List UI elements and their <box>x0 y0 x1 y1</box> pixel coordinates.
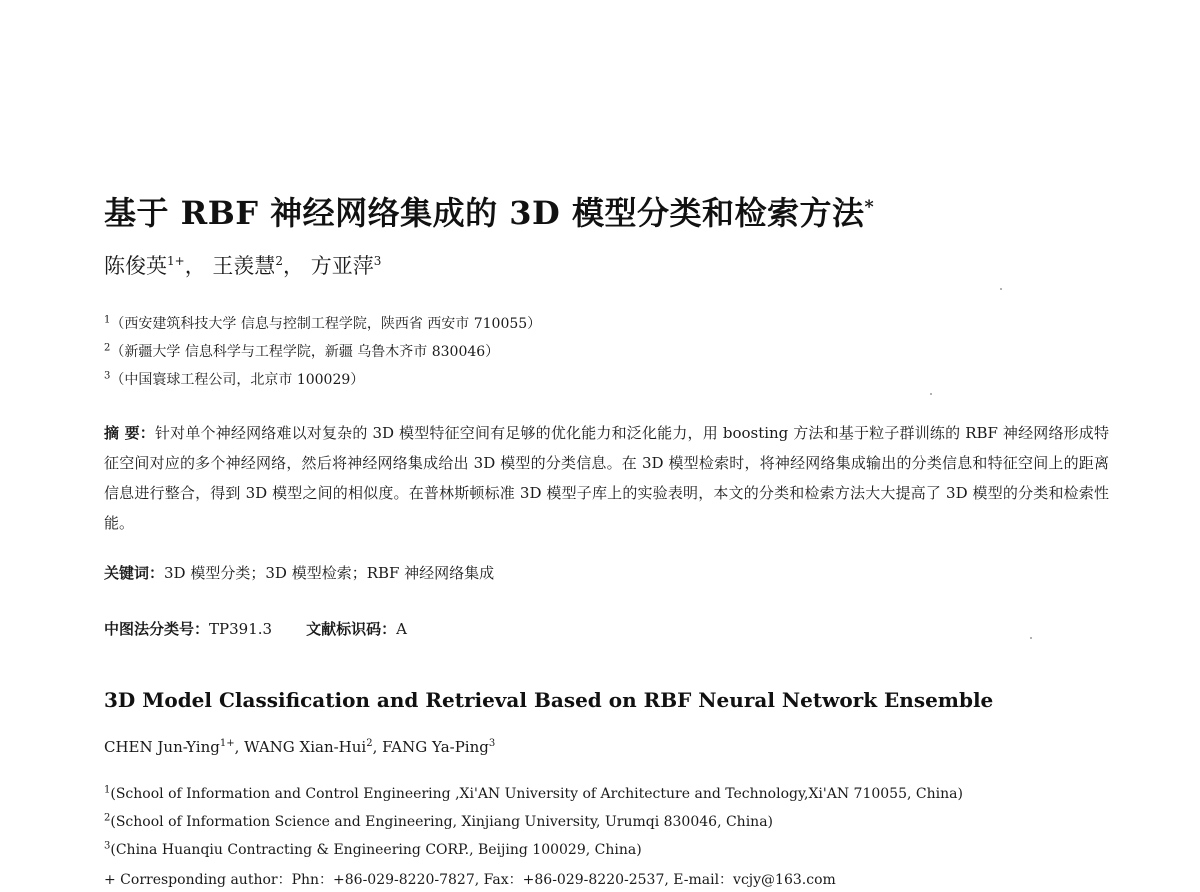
abstract-cn <box>104 418 1109 538</box>
author-separator: ， <box>184 254 206 278</box>
clc-label: 中图法分类号： <box>104 620 210 638</box>
doc-code-value: A <box>396 620 407 638</box>
affiliation-text: (School of Information and Control Engineering ,Xi'AN University of Architecture and Technology,Xi'AN 710055, China) <box>110 786 963 802</box>
author-mark: 3 <box>488 738 496 749</box>
corresponding-author: + Corresponding author：Phn：+86-029-8220-7827, Fax：+86-029-8220-2537, E-mail：vcjy@163.com <box>104 872 836 888</box>
author-name: 王羡慧 <box>212 254 276 278</box>
author-name: 方亚萍 <box>310 254 374 278</box>
affiliation-en-3 <box>104 842 642 858</box>
author-separator: , <box>234 738 245 756</box>
author-name: CHEN Jun-Ying <box>104 738 220 756</box>
author-mark: 1+ <box>167 254 185 268</box>
author-separator: , <box>372 738 383 756</box>
keywords-text: 3D 模型分类；3D 模型检索；RBF 神经网络集成 <box>164 564 495 582</box>
affiliation-text: (China Huanqiu Contracting & Engineering CORP., Beijing 100029, China) <box>110 842 642 858</box>
doc-code-label: 文献标识码： <box>306 620 397 638</box>
scan-speck <box>1000 288 1002 290</box>
keywords-label: 关键词： <box>104 564 165 582</box>
affiliation-mark: 2 <box>104 342 111 354</box>
paper-title-cn <box>104 188 874 234</box>
author-mark: 1+ <box>219 738 235 749</box>
abstract-label: 摘 要： <box>104 424 155 442</box>
affiliation-mark: 1 <box>104 784 111 796</box>
author-name: FANG Ya-Ping <box>382 738 489 756</box>
affiliation-mark: 3 <box>104 840 111 852</box>
affiliation-mark: 2 <box>104 812 111 824</box>
affiliation-text: （西安建筑科技大学 信息与控制工程学院，陕西省 西安市 710055） <box>110 316 542 332</box>
affiliation-cn-3 <box>104 369 364 389</box>
abstract-text: 针对单个神经网络难以对复杂的 3D 模型特征空间有足够的优化能力和泛化能力，用 boosting 方法和基于粒子群训练的 RBF 神经网络形成特征空间对应的多个神经网络，然后将神经网络集成给出 3D 模型的分类信息。在 3D 模型检索时，将神经网络集成输出的分类信息和特征空间上的距离信息进行整合，得到 3D 模型之间的相似度。在普林斯顿标准 3D 模型子库上的实验表明，本文的分类和检索方法大大提高了 3D 模型的分类和检索性能。 <box>104 424 1109 532</box>
author-mark: 2 <box>275 254 284 268</box>
scan-speck <box>1030 637 1032 639</box>
authors-en <box>104 738 495 756</box>
title-footnote-mark: * <box>864 196 875 218</box>
affiliation-mark: 3 <box>104 370 111 382</box>
affiliation-cn-1 <box>104 313 541 333</box>
paper-title-en: 3D Model Classification and Retrieval Based on RBF Neural Network Ensemble <box>104 688 994 712</box>
scan-speck <box>930 393 932 395</box>
author-name: WANG Xian-Hui <box>244 738 367 756</box>
affiliation-text: （新疆大学 信息科学与工程学院，新疆 乌鲁木齐市 830046） <box>110 344 500 360</box>
affiliation-cn-2 <box>104 341 499 361</box>
clc-value: TP391.3 <box>209 620 273 638</box>
affiliation-en-2 <box>104 814 773 830</box>
classification-cn <box>104 618 407 639</box>
author-mark: 3 <box>373 254 382 268</box>
authors-cn <box>104 250 381 280</box>
affiliation-mark: 1 <box>104 314 111 326</box>
author-separator: ， <box>283 254 305 278</box>
affiliation-text: （中国寰球工程公司，北京市 100029） <box>110 372 365 388</box>
author-name: 陈俊英 <box>104 254 167 278</box>
affiliation-text: (School of Information Science and Engineering, Xinjiang University, Urumqi 830046, China) <box>110 814 773 830</box>
affiliation-en-1 <box>104 786 963 802</box>
keywords-cn <box>104 562 494 583</box>
title-text: 基于 RBF 神经网络集成的 3D 模型分类和检索方法 <box>104 194 865 232</box>
author-mark: 2 <box>366 738 373 749</box>
